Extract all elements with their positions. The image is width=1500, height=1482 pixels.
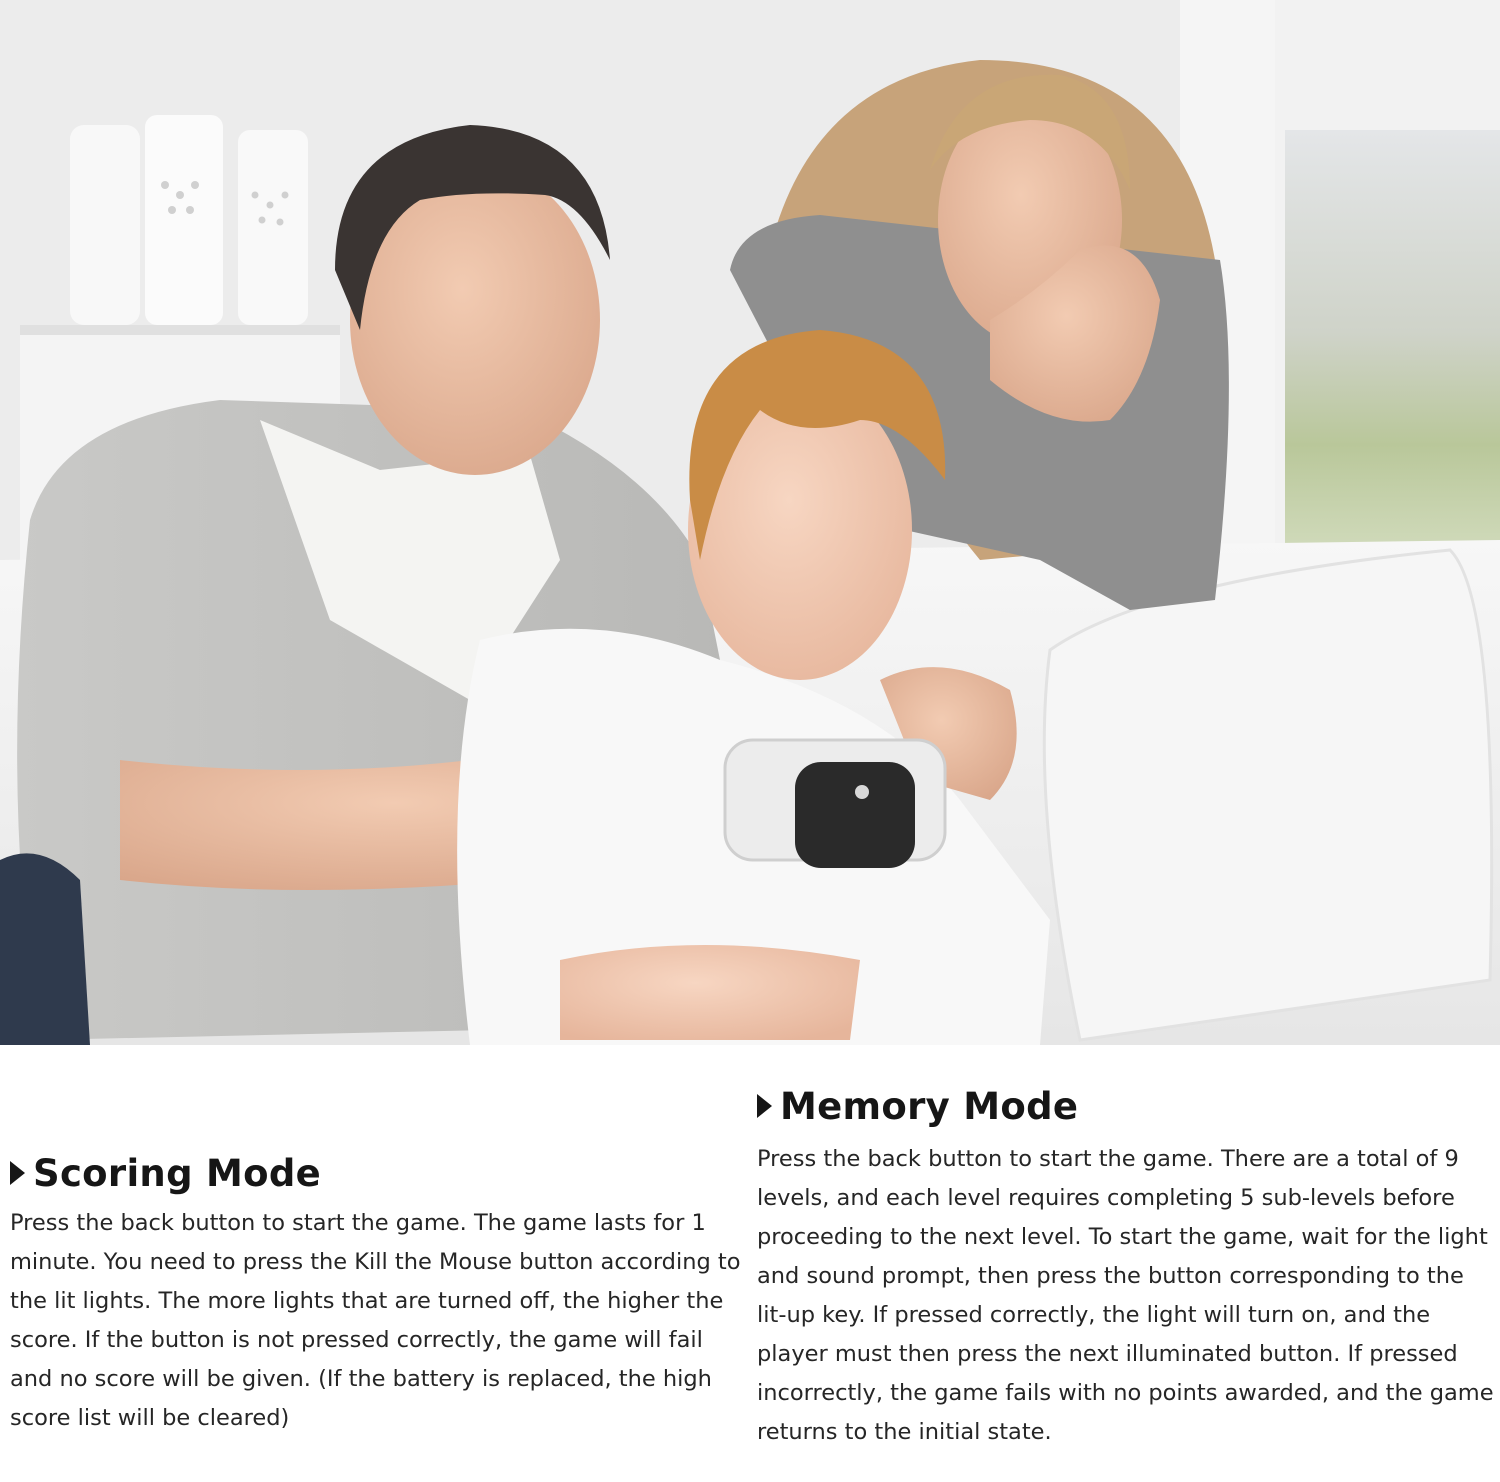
memory-mode-description: Press the back button to start the game. There are a total of 9 levels, and each level requires completing 5 sub-levels before proceeding to the next level. To start the game, wait for the light and sound prompt, then press the button corresponding to the lit-up key. If pressed correctly, the light will turn on, and the player must then press the next illuminated button. If pressed incorrectly, the game fails with no points awarded, and the game returns to the initial state. [757,1146,1494,1445]
memory-mode-heading [757,1080,1497,1132]
memory-mode-section [757,1080,1497,1452]
scoring-mode-section [10,1148,750,1438]
scoring-mode-heading [10,1148,750,1198]
play-arrow-icon [757,1094,772,1118]
scoring-mode-title: Scoring Mode [33,1151,322,1195]
memory-mode-title: Memory Mode [780,1084,1079,1128]
play-arrow-icon [10,1161,25,1185]
scoring-mode-description: Press the back button to start the game. The game lasts for 1 minute. You need to press the Kill the Mouse button according to the lit lights. The more lights that are turned off, the higher the score. If the button is not pressed correctly, the game will fail and no score will be given. (If the battery is replaced, the high score list will be cleared) [10,1210,741,1431]
